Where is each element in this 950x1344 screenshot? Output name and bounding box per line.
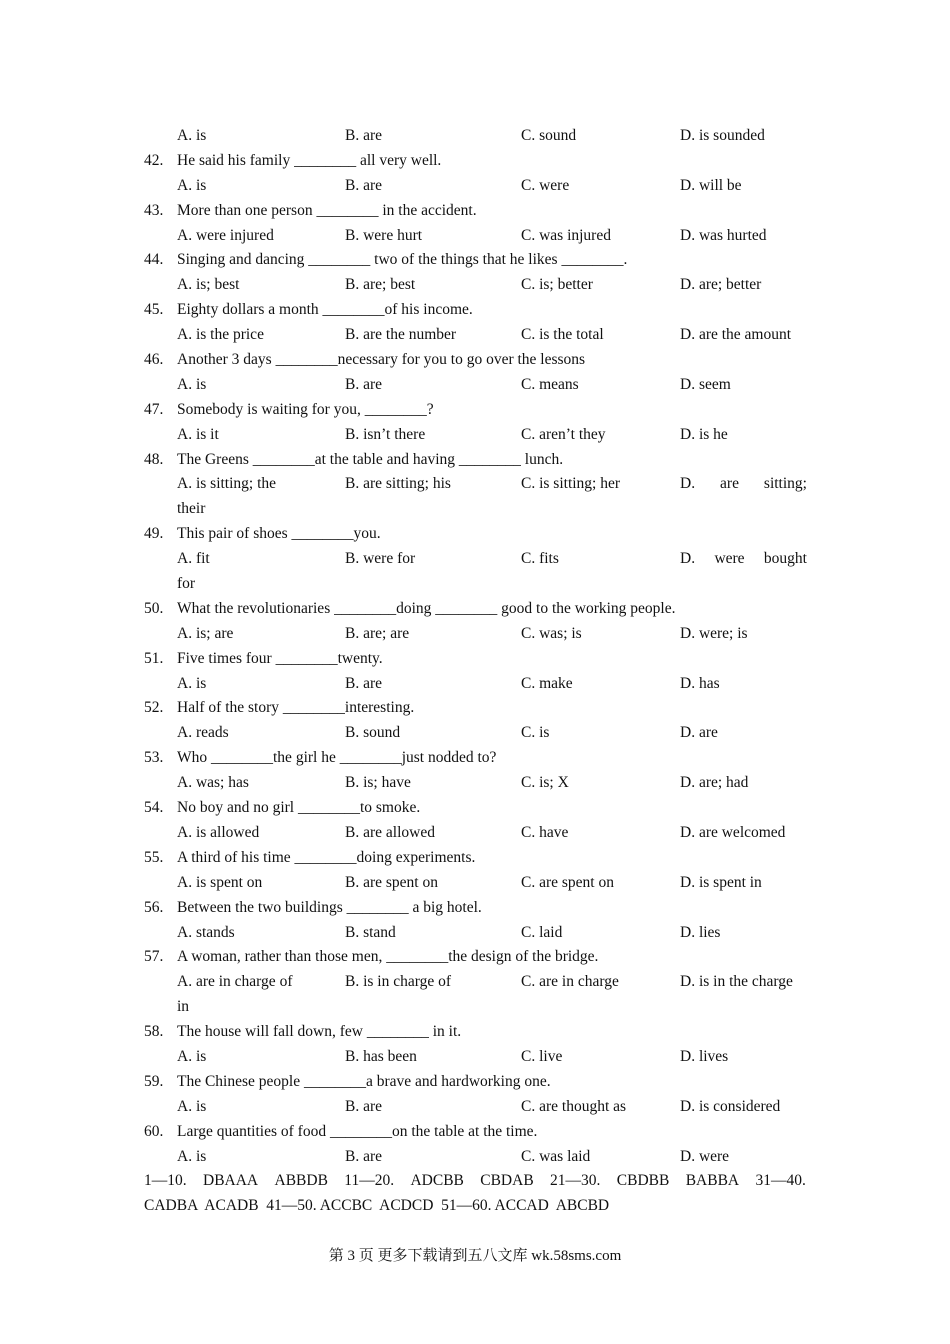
option-c: C. make [521, 674, 573, 692]
question-stem: Somebody is waiting for you, ________? [177, 400, 434, 418]
option-d-part: were [714, 550, 745, 568]
option-row [0, 771, 950, 796]
answer-key-item: CBDBB [616, 1172, 670, 1190]
question-stem: Half of the story ________interesting. [177, 699, 415, 717]
page-footer: 第 3 页 更多下载请到五八文库 wk.58sms.com [328, 1248, 622, 1264]
option-row [0, 1095, 950, 1120]
question-stem: The Chinese people ________a brave and hardworking one. [177, 1072, 551, 1090]
question-stem-row [0, 1120, 950, 1145]
option-b: B. has been [345, 1047, 417, 1065]
option-row [0, 174, 950, 199]
option-b: B. are sitting; his [345, 475, 451, 493]
option-row [0, 423, 950, 448]
option-c: C. have [521, 823, 569, 841]
question-stem-row [0, 896, 950, 921]
option-a: A. was; has [177, 774, 249, 792]
option-d [680, 547, 807, 572]
option-c: C. means [521, 375, 579, 393]
option-d: D. are [680, 724, 718, 742]
question-stem-row [0, 746, 950, 771]
option-a: A. fit [177, 550, 210, 568]
option-c: C. was laid [521, 1147, 591, 1165]
option-b: B. are [345, 1147, 383, 1165]
option-row [0, 373, 950, 398]
option-row [0, 1145, 950, 1170]
question-number: 44. [144, 251, 164, 269]
option-b: B. isn’t there [345, 425, 426, 443]
option-a: A. is [177, 1097, 207, 1115]
option-c: C. is [521, 724, 550, 742]
question-stem-row [0, 149, 950, 174]
option-continuation-row [0, 572, 950, 597]
option-d: D. lies [680, 923, 721, 941]
option-a: A. reads [177, 724, 229, 742]
option-c: C. are in charge [521, 973, 619, 991]
option-row [0, 672, 950, 697]
question-stem-row [0, 398, 950, 423]
question-stem: Eighty dollars a month ________of his income. [177, 301, 473, 319]
question-stem-row [0, 945, 950, 970]
option-d: D. is spent in [680, 873, 762, 891]
option-c: C. laid [521, 923, 563, 941]
option-row [0, 970, 950, 995]
option-c: C. is sitting; her [521, 475, 621, 493]
question-stem-row [0, 199, 950, 224]
option-c: C. are thought as [521, 1097, 627, 1115]
question-stem-row [0, 348, 950, 373]
question-stem-row [0, 1070, 950, 1095]
option-continuation: for [177, 575, 196, 593]
question-stem-row [0, 298, 950, 323]
option-b: B. is; have [345, 774, 411, 792]
option-row [0, 224, 950, 249]
option-a: A. is [177, 375, 207, 393]
answer-key-line-2: CADBA ACADB 41—50. ACCBC ACDCD 51—60. ACCAD ABCBD [144, 1197, 610, 1215]
answer-key-item: ABBDB [274, 1172, 328, 1190]
option-c: C. is; better [521, 276, 593, 294]
question-stem: Another 3 days ________necessary for you to go over the lessons [177, 351, 586, 369]
question-stem: Singing and dancing ________ two of the things that he likes ________. [177, 251, 628, 269]
option-continuation-row [0, 995, 950, 1020]
option-d: D. were [680, 1147, 730, 1165]
question-number: 57. [144, 948, 164, 966]
question-number: 42. [144, 151, 164, 169]
option-a: A. is [177, 176, 207, 194]
question-number: 60. [144, 1122, 164, 1140]
option-d-part: bought [763, 550, 807, 568]
option-c: C. sound [521, 127, 577, 144]
question-number: 59. [144, 1072, 164, 1090]
option-d: D. was hurted [680, 226, 767, 244]
option-b: B. are [345, 375, 383, 393]
option-continuation-row [0, 497, 950, 522]
question-stem: The Greens ________at the table and having ________ lunch. [177, 450, 564, 468]
question-number: 53. [144, 749, 164, 767]
option-b: B. are [345, 674, 383, 692]
option-b: B. are; best [345, 276, 416, 294]
question-number: 47. [144, 400, 164, 418]
question-number: 56. [144, 898, 164, 916]
option-a: A. is allowed [177, 823, 260, 841]
option-continuation: their [177, 500, 206, 518]
question-number: 54. [144, 799, 164, 817]
option-d: D. is sounded [680, 127, 765, 144]
question-stem: Five times four ________twenty. [177, 649, 383, 667]
option-b: B. were hurt [345, 226, 423, 244]
option-a: A. is it [177, 425, 219, 443]
question-number: 51. [144, 649, 164, 667]
question-stem: More than one person ________ in the accident. [177, 201, 477, 219]
option-row [0, 547, 950, 572]
answer-key-line-1 [144, 1169, 806, 1194]
question-stem-row [0, 796, 950, 821]
question-stem-row [0, 448, 950, 473]
option-d: D. has [680, 674, 720, 692]
question-number: 58. [144, 1023, 164, 1041]
question-number: 43. [144, 201, 164, 219]
question-stem: The house will fall down, few ________ in it. [177, 1023, 462, 1041]
answer-key-item: 1—10. [144, 1172, 187, 1190]
option-c: C. is the total [521, 326, 604, 344]
option-row [0, 721, 950, 746]
option-b: B. are [345, 176, 383, 194]
question-stem: Who ________the girl he ________just nodded to? [177, 749, 497, 767]
option-b: B. sound [345, 724, 401, 742]
option-b: B. are [345, 127, 383, 144]
option-row [0, 323, 950, 348]
question-stem-row [0, 846, 950, 871]
option-d: D. will be [680, 176, 742, 194]
option-row [0, 124, 950, 149]
option-row [0, 821, 950, 846]
option-c: C. live [521, 1047, 563, 1065]
option-b: B. were for [345, 550, 416, 568]
option-c: C. aren’t they [521, 425, 606, 443]
option-b: B. are allowed [345, 823, 435, 841]
answer-key-item: BABBA [685, 1172, 740, 1190]
option-d: D. lives [680, 1047, 729, 1065]
option-b: B. stand [345, 923, 396, 941]
option-c: C. are spent on [521, 873, 614, 891]
option-b: B. are the number [345, 326, 457, 344]
option-d-part: sitting; [763, 475, 807, 493]
option-a: A. is spent on [177, 873, 263, 891]
option-row [0, 622, 950, 647]
answer-key-item: CBDAB [480, 1172, 534, 1190]
question-number: 45. [144, 301, 164, 319]
option-d: D. is in the charge [680, 973, 793, 991]
question-number: 55. [144, 848, 164, 866]
question-number: 48. [144, 450, 164, 468]
answer-key-item: 21—30. [550, 1172, 601, 1190]
option-d: D. were; is [680, 624, 748, 642]
question-stem: What the revolutionaries ________doing ________ good to the working people. [177, 599, 676, 617]
question-stem-row [0, 248, 950, 273]
option-row [0, 273, 950, 298]
option-row [0, 1045, 950, 1070]
option-a: A. is the price [177, 326, 264, 344]
option-d-part: are [720, 475, 739, 493]
answer-key-item: 31—40. [755, 1172, 806, 1190]
question-stem-row [0, 647, 950, 672]
option-d: D. is considered [680, 1097, 781, 1115]
option-b: B. are spent on [345, 873, 438, 891]
option-c: C. is; X [521, 774, 569, 792]
option-d: D. is he [680, 425, 728, 443]
question-stem: Large quantities of food ________on the table at the time. [177, 1122, 538, 1140]
option-a: A. are in charge of [177, 973, 293, 991]
question-stem: This pair of shoes ________you. [177, 525, 381, 543]
option-c: C. was injured [521, 226, 611, 244]
question-stem: A third of his time ________doing experiments. [177, 848, 476, 866]
option-a: A. stands [177, 923, 235, 941]
option-d: D. are welcomed [680, 823, 786, 841]
question-stem: Between the two buildings ________ a big hotel. [177, 898, 482, 916]
option-d: D. are the amount [680, 326, 792, 344]
option-b: B. is in charge of [345, 973, 452, 991]
option-c: C. were [521, 176, 570, 194]
question-stem: He said his family ________ all very well. [177, 151, 442, 169]
question-stem-row [0, 522, 950, 547]
option-d: D. are; had [680, 774, 749, 792]
option-a: A. is [177, 674, 207, 692]
option-a: A. is sitting; the [177, 475, 277, 493]
option-row [0, 472, 950, 497]
option-continuation: in [177, 998, 190, 1016]
answer-key-row [0, 1169, 950, 1194]
option-d: D. are; better [680, 276, 762, 294]
answer-key-row [0, 1194, 950, 1219]
question-stem-row [0, 1020, 950, 1045]
option-a: A. were injured [177, 226, 274, 244]
question-stem-row [0, 597, 950, 622]
option-a: A. is [177, 1147, 207, 1165]
question-stem: No boy and no girl ________to smoke. [177, 799, 421, 817]
option-a: A. is; best [177, 276, 240, 294]
question-stem-row [0, 696, 950, 721]
option-b: B. are [345, 1097, 383, 1115]
option-d-part: D. [680, 550, 696, 568]
answer-key-item: ADCBB [410, 1172, 464, 1190]
option-c: C. was; is [521, 624, 582, 642]
question-list [0, 124, 950, 1219]
option-d: D. seem [680, 375, 731, 393]
option-d [680, 472, 807, 497]
question-number: 49. [144, 525, 164, 543]
option-a: A. is; are [177, 624, 234, 642]
question-stem: A woman, rather than those men, ________the design of the bridge. [177, 948, 599, 966]
option-row [0, 921, 950, 946]
answer-key-item: 11—20. [344, 1172, 395, 1190]
option-row [0, 871, 950, 896]
option-b: B. are; are [345, 624, 410, 642]
question-number: 46. [144, 351, 164, 369]
question-number: 50. [144, 599, 164, 617]
option-a: A. is [177, 1047, 207, 1065]
option-c: C. fits [521, 550, 559, 568]
question-number: 52. [144, 699, 164, 717]
option-a: A. is [177, 127, 207, 144]
option-d-part: D. [680, 475, 696, 493]
answer-key-item: DBAAA [203, 1172, 259, 1190]
